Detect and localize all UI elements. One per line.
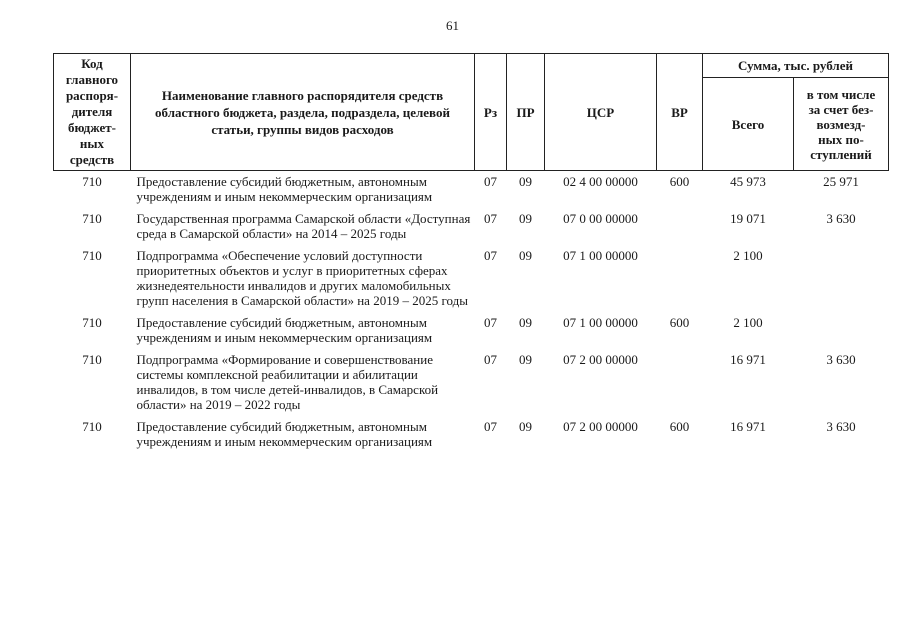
table-header (54, 54, 889, 171)
table-row (54, 248, 889, 315)
cell-total: 19 071 (730, 211, 766, 226)
cell-vr: 600 (669, 174, 690, 189)
budget-table (53, 53, 889, 449)
header-vr: ВР (657, 54, 703, 171)
cell-free: 3 630 (826, 352, 856, 367)
cell-free: 25 971 (823, 174, 859, 189)
cell-code: 710 (82, 315, 102, 330)
cell-csr: 07 1 00 00000 (563, 248, 638, 263)
cell-name: Предоставление субсидий бюджетным, автономным учреждениям и иным некоммерческим организациям (136, 174, 433, 204)
table-body (54, 171, 889, 450)
cell-csr: 02 4 00 00000 (563, 174, 638, 189)
cell-pr: 09 (519, 315, 532, 330)
cell-csr: 07 2 00 00000 (563, 352, 638, 367)
cell-csr: 07 1 00 00000 (563, 315, 638, 330)
header-sum: Сумма, тыс. рублей (703, 54, 889, 78)
cell-rz: 07 (484, 352, 497, 367)
cell-free (794, 248, 889, 315)
cell-pr: 09 (519, 419, 532, 434)
cell-code: 710 (82, 248, 102, 263)
cell-total: 2 100 (733, 315, 763, 330)
cell-total: 16 971 (730, 352, 766, 367)
cell-vr: 600 (669, 315, 690, 330)
cell-pr: 09 (519, 248, 532, 263)
cell-vr (657, 211, 703, 248)
cell-rz: 07 (484, 315, 497, 330)
header-code: Код главного распоря- дителя бюджет- ных средств (54, 54, 131, 171)
table-row (54, 315, 889, 352)
cell-pr: 09 (519, 211, 532, 226)
cell-vr: 600 (669, 419, 690, 434)
cell-free: 3 630 (826, 211, 856, 226)
cell-name: Государственная программа Самарской области «Доступная среда в Самарской области» на 2014 – 2025 годы (136, 211, 471, 241)
cell-rz: 07 (484, 248, 497, 263)
cell-name: Предоставление субсидий бюджетным, автономным учреждениям и иным некоммерческим организациям (136, 419, 433, 449)
cell-free: 3 630 (826, 419, 856, 434)
table-row (54, 171, 889, 212)
table-row (54, 419, 889, 449)
page-number: 61 (446, 18, 459, 33)
cell-code: 710 (82, 352, 102, 367)
cell-pr: 09 (519, 174, 532, 189)
header-free: в том числе за счет без- возмезд- ных по- ступлений (794, 78, 889, 171)
cell-code: 710 (82, 174, 102, 189)
header-csr: ЦСР (545, 54, 657, 171)
cell-csr: 07 2 00 00000 (563, 419, 638, 434)
cell-code: 710 (82, 419, 102, 434)
cell-name: Подпрограмма «Обеспечение условий доступности приоритетных объектов и услуг в приоритетных сферах жизнедеятельности инвалидов и других маломобильных групп населения в Самарской области» на 2019 – 2025 годы (136, 248, 468, 308)
cell-code: 710 (82, 211, 102, 226)
cell-csr: 07 0 00 00000 (563, 211, 638, 226)
cell-pr: 09 (519, 352, 532, 367)
header-rz: Рз (475, 54, 507, 171)
cell-rz: 07 (484, 174, 497, 189)
table-row (54, 352, 889, 419)
header-total: Всего (703, 78, 794, 171)
table-row (54, 211, 889, 248)
cell-rz: 07 (484, 211, 497, 226)
cell-rz: 07 (484, 419, 497, 434)
header-pr: ПР (507, 54, 545, 171)
header-name: Наименование главного распорядителя средств областного бюджета, раздела, подраздела, целевой статьи, группы видов расходов (131, 54, 475, 171)
cell-total: 45 973 (730, 174, 766, 189)
cell-name: Предоставление субсидий бюджетным, автономным учреждениям и иным некоммерческим организациям (136, 315, 433, 345)
cell-vr (657, 352, 703, 419)
cell-vr (657, 248, 703, 315)
cell-total: 2 100 (733, 248, 763, 263)
cell-name: Подпрограмма «Формирование и совершенствование системы комплексной реабилитации и абилитации инвалидов, в том числе детей-инвалидов, в Самарской области» на 2019 – 2022 годы (136, 352, 439, 412)
cell-total: 16 971 (730, 419, 766, 434)
cell-free (794, 315, 889, 352)
